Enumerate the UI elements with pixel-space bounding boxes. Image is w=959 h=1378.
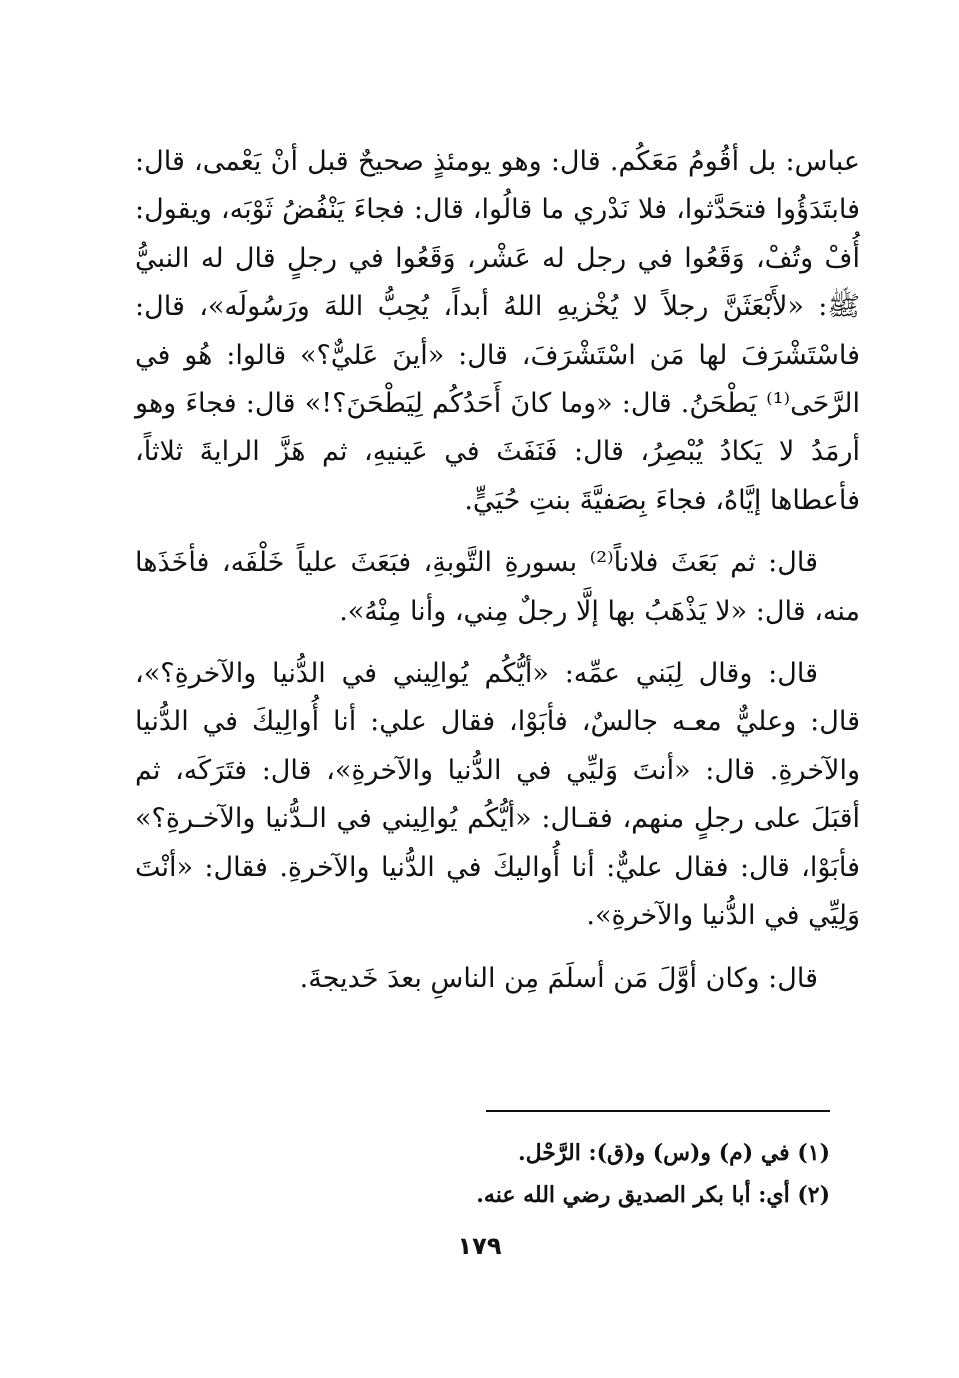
page-number: ١٧٩ xyxy=(457,1232,502,1260)
paragraph-4: قال: وكان أوَّلَ مَن أسلَمَ مِن الناسِ بعدَ خَديجةَ. xyxy=(299,962,818,994)
footnote-divider xyxy=(486,1110,830,1112)
footnote-1: (١) في (م) و(س) و(ق): الرَّحْل. xyxy=(517,1140,830,1166)
footnote-2: (٢) أي: أبا بكر الصديق رضي الله عنه. xyxy=(476,1182,830,1208)
paragraph-3: قال: وقال لِبَني عمِّه: «أيُّكُم يُوالِيني في الدُّنيا والآخرةِ؟»، قال: وعليٌّ معـه جالسٌ، فأبَوْا، فقال علي: أنا أُوالِيكَ في الدُّنيا والآخرةِ. قال: «أنتَ وَليِّي في الدُّنيا والآخرةِ»، قال: فتَرَكَه، ثم أقبَلَ على رجلٍ منهم، فقـال: «أيُّكُم يُوالِيني في الـدُّنيا والآخـرةِ؟» فأبَوْا، قال: فقال عليٌّ: أنا أُواليكَ في الدُّنيا والآخرةِ. فقال: «أنْتَ وَلِيِّي في الدُّنيا والآخرةِ». xyxy=(135,658,860,932)
footnotes xyxy=(360,1132,830,1216)
paragraph-2: قال: ثم بَعَثَ فلاناً⁽²⁾ بسورةِ التَّوبةِ، فبَعَثَ علياً خَلْفَه، فأخَذَها منه، قال: «لا يَذْهَبُ بها إلَّا رجلٌ مِني، وأنا مِنْهُ». xyxy=(135,547,860,627)
paragraph-1: عباس: بل أقُومُ مَعَكُم. قال: وهو يومئذٍ صحيحٌ قبل أنْ يَعْمى، قال: فابتَدَؤُوا فتحَدَّثوا، فلا نَدْري ما قالُوا، قال: فجاءَ يَنْفُضُ ثَوْبَه، ويقول: أُفْ وتُفْ، وَقَعُوا في رجل له عَشْر، وَقَعُوا في رجلٍ قال له النبيُّ ﷺ: «لأَبْعَثَنَّ رجلاً لا يُخْزيهِ اللهُ أبداً، يُحِبُّ اللهَ ورَسُولَه»، قال: فاسْتَشْرَفَ لها مَن اسْتَشْرَفَ، قال: «أينَ عَليٌّ؟» قالوا: هُو في الرَّحَى⁽¹⁾ يَطْحَنُ. قال: «وما كانَ أَحَدُكُم لِيَطْحَنَ؟!» قال: فجاءَ وهو أرمَدُ لا يَكادُ يُبْصِرُ، قال: فَنَفَثَ في عَينيهِ، ثم هَزَّ الرايةَ ثلاثاً، فأعطاها إيَّاهُ، فجاءَ بِصَفيَّةَ بنتِ حُيَيٍّ. xyxy=(135,146,860,516)
main-text xyxy=(135,138,860,1017)
